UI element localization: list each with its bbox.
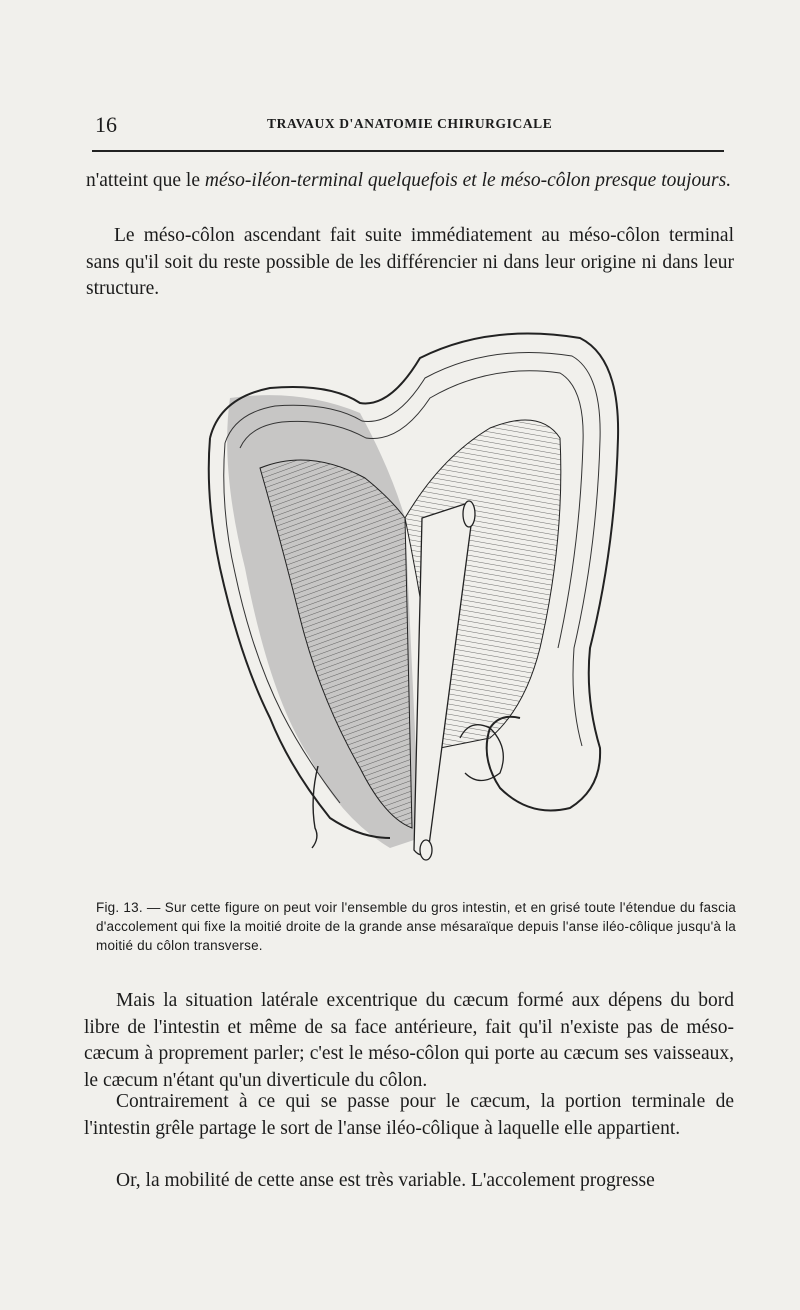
vessel-cut-top xyxy=(463,501,475,527)
paragraph-4: Contrairement à ce qui se passe pour le cæcum, la portion terminale de l'intestin grêle partage le sort de l'anse iléo-côlique à laquelle elle appartient. xyxy=(84,1091,734,1139)
page-header xyxy=(95,112,725,136)
anatomical-figure-large-intestine xyxy=(190,318,630,866)
paragraph-2: Le méso-côlon ascendant fait suite immédiatement au méso-côlon terminal sans qu'il soit du reste possible de les différencier ni dans leur origine ni dans leur structure. xyxy=(86,225,734,299)
paragraph-5: Or, la mobilité de cette anse est très variable. L'accolement progresse xyxy=(116,1170,655,1191)
paragraph-1-text: n'atteint que le xyxy=(86,170,205,191)
running-title: TRAVAUX D'ANATOMIE CHIRURGICALE xyxy=(267,116,553,131)
paragraph-1 xyxy=(86,168,734,195)
header-rule xyxy=(92,150,724,152)
page-number: 16 xyxy=(95,112,117,137)
figure-caption: Fig. 13. — Sur cette figure on peut voir l'ensemble du gros intestin, et en grisé toute l'étendue du fascia d'accolement qui fixe la moitié droite de la grande anse mésaraïque depuis l'anse iléo-côlique jusqu'à la moitié du côlon transverse. xyxy=(96,899,736,953)
paragraph-1-italic: méso-iléon-terminal quelquefois et le méso-côlon presque toujours. xyxy=(204,170,732,191)
paragraph-3: Mais la situation latérale excentrique du cæcum formé aux dépens du bord libre de l'intestin et même de sa face antérieure, fait qu'il n'existe pas de méso-cæcum à proprement parler; c'est le méso-côlon qui porte au cæcum ses vaisseaux, le cæcum n'étant qu'un diverticule du côlon. xyxy=(84,990,734,1091)
appendix xyxy=(312,766,318,848)
vessel-cut-bottom xyxy=(420,840,432,860)
